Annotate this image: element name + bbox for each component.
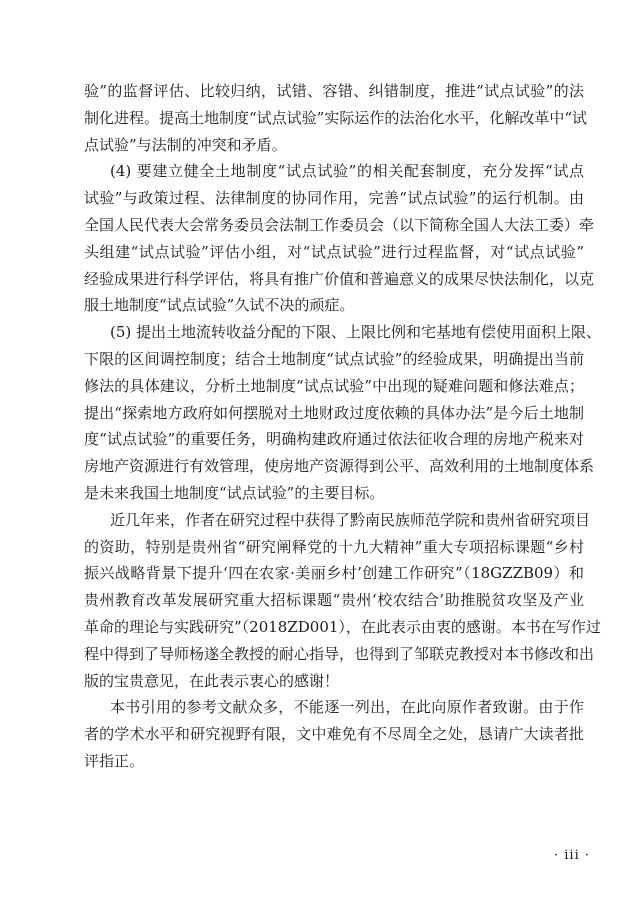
text-line: 服土地制度“试点试验”久试不决的顽症。 <box>84 296 355 315</box>
text-line: 修法的具体建议，分析土地制度“试点试验”中出现的疑难问题和修法难点； <box>84 376 584 395</box>
text-line: 全国人民代表大会常务委员会法制工作委员会（以下简称全国人大法工委）牵 <box>84 215 595 234</box>
paragraph-2 <box>84 158 595 319</box>
text-line: 本书引用的参考文献众多，不能逐一列出，在此向原作者致谢。由于作 <box>110 698 584 717</box>
paragraph-4 <box>84 507 601 695</box>
text-line: 评指正。 <box>84 751 145 770</box>
text-line: 房地产资源进行有效管理，使房地产资源得到公平、高效利用的土地制度体系 <box>84 457 595 476</box>
page-body <box>84 78 602 775</box>
text-line: 革命的理论与实践研究”（2018ZD001），在此表示由衷的感谢。本书在写作过 <box>84 617 601 636</box>
text-line: 制化进程。提高土地制度“试点试验”实际运作的法治化水平，化解改革中“试 <box>84 108 588 127</box>
text-line: 贵州教育改革发展研究重大招标课题“贵州‘校农结合’助推脱贫攻坚及产业 <box>84 591 584 610</box>
text-line: (4) 要建立健全土地制度“试点试验”的相关配套制度，充分发挥“试点 <box>110 162 584 181</box>
text-line: 验”的监督评估、比较归纳，试错、容错、纠错制度，推进“试点试验”的法 <box>84 82 584 100</box>
text-line: (5) 提出土地流转收益分配的下限、上限比例和宅基地有偿使用面积上限、 <box>110 323 602 342</box>
paragraph-3 <box>84 319 602 507</box>
text-line: 提出“探索地方政府如何摆脱对土地财政过度依赖的具体办法”是今后土地制 <box>84 403 584 422</box>
text-line: 度“试点试验”的重要任务，明确构建政府通过依法征收合理的房地产税来对 <box>84 430 584 449</box>
text-line: 是未来我国土地制度“试点试验”的主要目标。 <box>84 483 385 502</box>
text-line: 振兴战略背景下提升‘四在农家·美丽乡村’创建工作研究”（18GZZB09）和 <box>84 564 584 583</box>
text-line: 点试验”与法制的冲突和矛盾。 <box>84 135 287 154</box>
text-line: 近几年来，作者在研究过程中获得了黔南民族师范学院和贵州省研究项目 <box>110 510 591 529</box>
page-number: · iii · <box>553 848 590 863</box>
paragraph-5 <box>84 694 584 774</box>
text-line: 下限的区间调控制度；结合土地制度“试点试验”的经验成果，明确提出当前 <box>84 349 584 368</box>
text-line: 试验”与政策过程、法律制度的协同作用，完善“试点试验”的运行机制。由 <box>84 189 584 208</box>
paragraph-1 <box>84 78 588 158</box>
text-line: 经验成果进行科学评估，将具有推广价值和普遍意义的成果尽快法制化，以克 <box>84 269 595 288</box>
text-line: 程中得到了导师杨遂全教授的耐心指导，也得到了邹联克教授对本书修改和出 <box>84 644 595 663</box>
text-line: 版的宝贵意见，在此表示衷心的感谢！ <box>84 671 340 690</box>
text-line: 者的学术水平和研究视野有限，文中难免有不尽周全之处，恳请广大读者批 <box>84 725 584 744</box>
text-line: 的资助，特别是贵州省“研究阐释党的十九大精神”重大专项招标课题“乡村 <box>84 537 584 556</box>
text-line: 头组建“试点试验”评估小组，对“试点试验”进行过程监督，对“试点试验” <box>84 242 584 261</box>
